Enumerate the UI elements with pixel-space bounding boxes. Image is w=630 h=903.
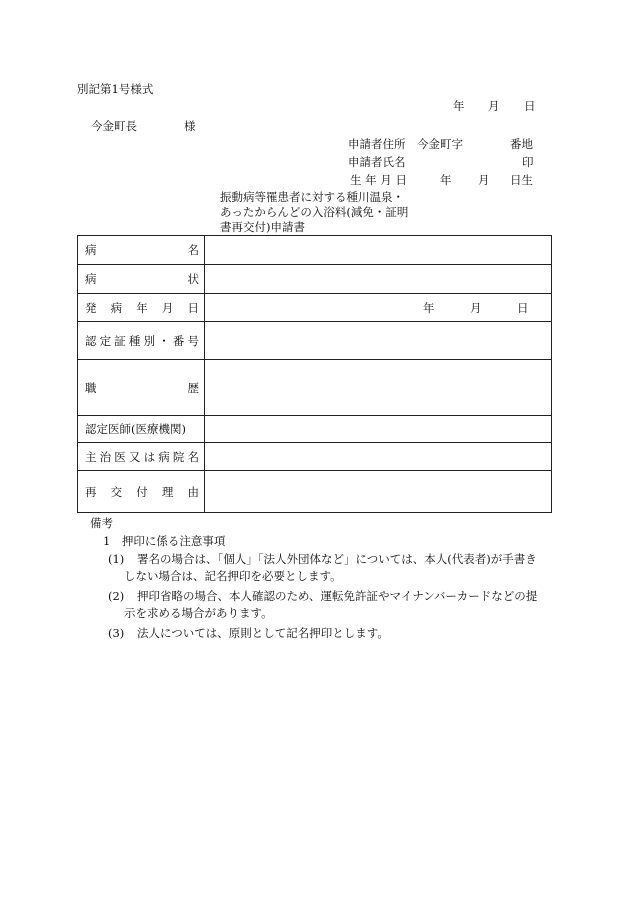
seal-mark: 印 — [522, 155, 534, 169]
label-char: 院 — [172, 449, 185, 464]
label-char: 治 — [99, 449, 112, 464]
application-table — [77, 235, 552, 513]
label-char: 病 — [85, 272, 97, 286]
label-char: 定 — [99, 333, 112, 348]
applicant-name-label: 申請者氏名 — [348, 155, 406, 169]
table-row — [78, 471, 552, 513]
table-row — [78, 236, 552, 265]
honorific: 様 — [184, 119, 196, 133]
label-char: 日 — [187, 300, 199, 315]
label-char: 名 — [187, 243, 199, 257]
onset-date-field[interactable] — [205, 294, 552, 322]
row-label-certified-doctor — [78, 416, 205, 443]
label-text: 認定医師(医療機関) — [85, 422, 186, 436]
label-char: 種 — [128, 333, 141, 348]
row-label-disease — [78, 236, 205, 265]
label-char: 名 — [187, 449, 199, 464]
birth-day: 日生 — [510, 173, 533, 187]
label-char: 病 — [158, 449, 170, 464]
row-label-onset-date — [78, 294, 205, 322]
table-row — [78, 416, 552, 443]
table-row — [78, 265, 552, 294]
attending-doctor-field[interactable] — [205, 443, 552, 471]
label-char: 歴 — [187, 380, 199, 395]
label-char: 理 — [161, 484, 174, 499]
disease-field[interactable] — [205, 236, 552, 265]
row-label-work-history — [78, 360, 205, 416]
label-char: 証 — [114, 333, 126, 348]
birth-label: 生 年 月 日 — [350, 173, 407, 187]
onset-year: 年 — [423, 301, 435, 315]
reissue-reason-field[interactable] — [205, 471, 552, 513]
certificate-field[interactable] — [205, 322, 552, 360]
label-char: ・ — [158, 333, 170, 348]
applicant-address-prefix: 今金町字 — [417, 137, 463, 151]
label-char: 職 — [85, 380, 97, 395]
applicant-address-suffix: 番地 — [510, 137, 533, 151]
birth-month: 月 — [478, 173, 490, 187]
note-1-number: (1) — [108, 552, 125, 566]
row-label-reissue-reason — [78, 471, 205, 513]
label-char: 年 — [136, 300, 148, 315]
row-label-attending-doctor — [78, 443, 205, 471]
label-char: 発 — [85, 300, 97, 315]
row-label-certificate — [78, 322, 205, 360]
notes-heading: 備考 — [90, 516, 113, 530]
table-row — [78, 443, 552, 471]
note-3-line-1: 法人については、原則として記名押印とします。 — [137, 626, 389, 640]
work-history-field[interactable] — [205, 360, 552, 416]
onset-month: 月 — [470, 301, 482, 315]
label-char: 再 — [85, 484, 97, 499]
label-char: 由 — [187, 484, 199, 499]
title-line-2: あったからんどの入浴料(減免・証明 — [220, 205, 409, 219]
note-3-number: (3) — [108, 626, 125, 640]
label-char: 交 — [110, 484, 123, 499]
symptoms-field[interactable] — [205, 265, 552, 294]
table-row — [78, 360, 552, 416]
label-char: は — [143, 449, 156, 464]
notes-item-1: 1 押印に係る注意事項 — [103, 534, 226, 548]
title-line-1: 振動病等罹患者に対する種川温泉・ — [220, 190, 404, 204]
onset-day: 日 — [517, 301, 529, 315]
addressee: 今金町長 — [91, 119, 137, 133]
label-char: 付 — [136, 484, 148, 499]
table-row — [78, 294, 552, 322]
date-year: 年 — [453, 99, 465, 113]
label-char: 番 — [172, 333, 185, 348]
note-2-line-1: 押印省略の場合、本人確認のため、運転免許証やマイナンバーカードなどの提 — [137, 589, 538, 603]
note-2-line-2: 示を求める場合があります。 — [124, 606, 273, 620]
label-char: 病 — [85, 243, 97, 257]
label-char: 病 — [110, 300, 123, 315]
label-char: 月 — [161, 300, 174, 315]
date-month: 月 — [488, 99, 500, 113]
note-1-line-1: 署名の場合は、「個人」「法人外団体など」については、本人(代表者)が手書き — [137, 552, 537, 566]
title-line-3: 書再交付)申請書 — [220, 220, 305, 234]
note-1-line-2: しない場合は、記名押印を必要とします。 — [124, 569, 342, 583]
form-number: 別記第1号様式 — [77, 82, 154, 96]
table-row — [78, 322, 552, 360]
birth-year: 年 — [440, 173, 452, 187]
label-char: 又 — [128, 449, 141, 464]
label-char: 主 — [85, 449, 97, 464]
label-char: 医 — [114, 449, 126, 464]
label-char: 号 — [187, 333, 199, 348]
label-char: 別 — [143, 333, 156, 348]
label-char: 認 — [85, 333, 97, 348]
label-char: 状 — [187, 272, 199, 286]
applicant-address-label: 申請者住所 — [348, 137, 406, 151]
certified-doctor-field[interactable] — [205, 416, 552, 443]
date-day: 日 — [524, 99, 536, 113]
note-2-number: (2) — [108, 589, 125, 603]
row-label-symptoms — [78, 265, 205, 294]
